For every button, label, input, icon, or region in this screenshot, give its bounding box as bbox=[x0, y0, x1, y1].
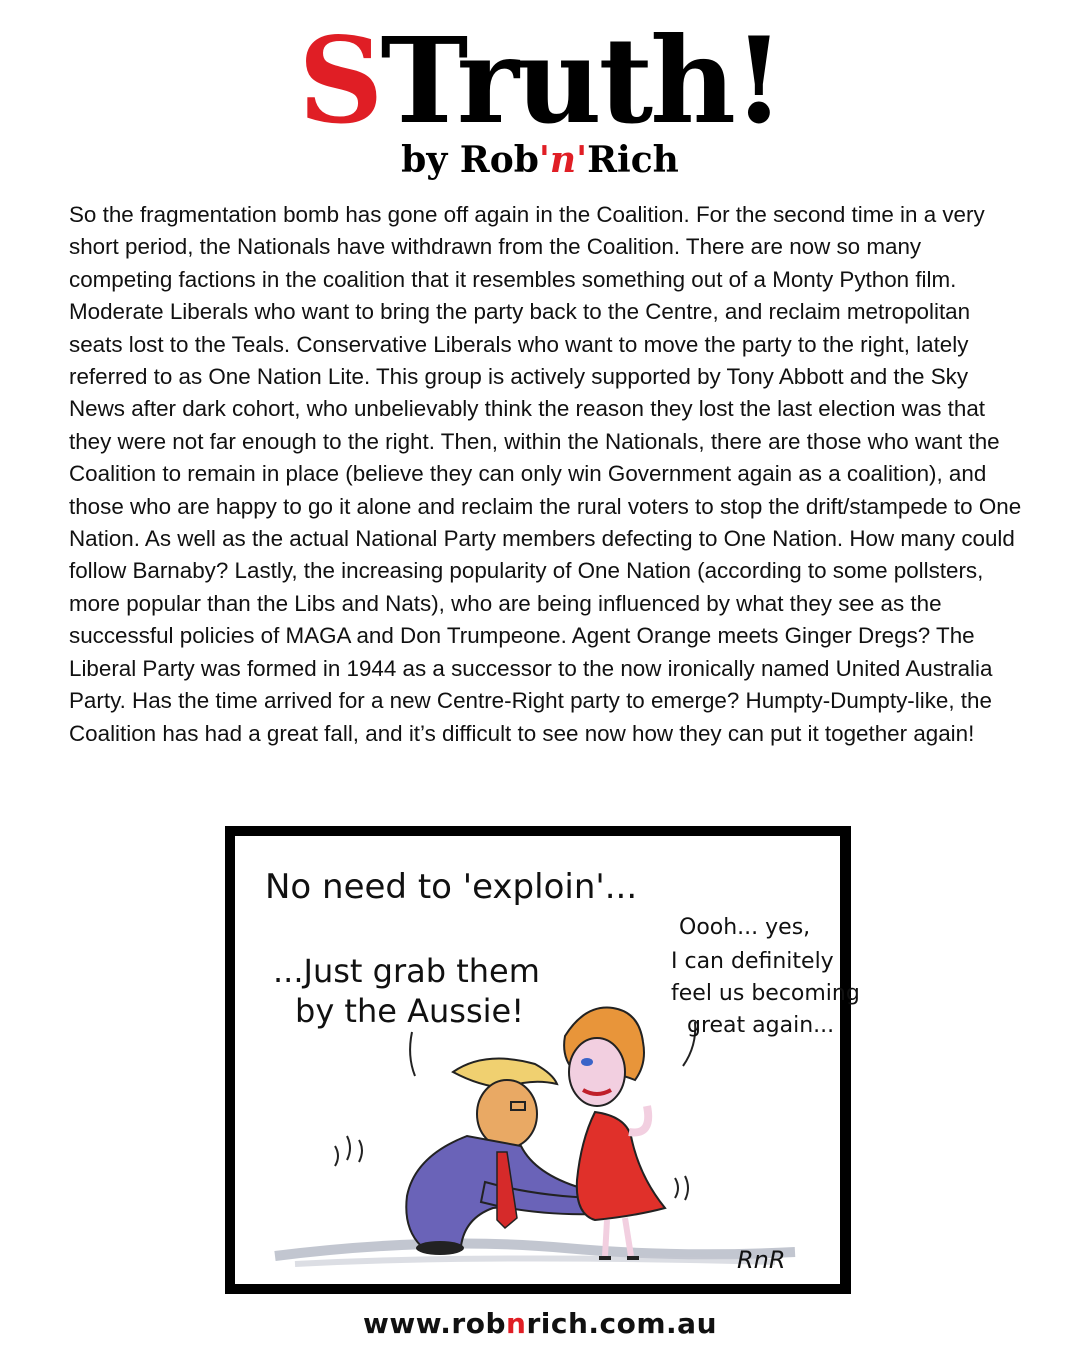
url-suffix: rich.com.au bbox=[526, 1307, 718, 1340]
logo-s: S bbox=[298, 11, 381, 150]
logo-title bbox=[0, 11, 1080, 150]
byline-prefix: by Rob bbox=[401, 139, 539, 181]
speech-left-line-1: ...Just grab them bbox=[273, 952, 540, 990]
speech-left-line-2: by the Aussie! bbox=[295, 992, 525, 1030]
byline-n: 'n' bbox=[538, 139, 588, 181]
speech-right-line-3: feel us becoming bbox=[671, 981, 860, 1006]
byline bbox=[0, 140, 1080, 180]
cartoon-frame bbox=[225, 826, 860, 1294]
speech-right-line-2: I can definitely bbox=[671, 949, 834, 974]
speech-right-line-4: great again... bbox=[687, 1013, 835, 1038]
article-body bbox=[69, 199, 1029, 750]
url-prefix: www.rob bbox=[362, 1307, 507, 1340]
woman-figure-icon bbox=[564, 1008, 665, 1258]
logo-rest: Truth! bbox=[380, 11, 782, 150]
cartoon-caption: No need to 'exploin'... bbox=[265, 867, 638, 907]
cartoon-drawing bbox=[235, 836, 860, 1284]
url-n: n bbox=[506, 1307, 527, 1340]
masthead bbox=[0, 11, 1080, 181]
cartoon-panel bbox=[235, 836, 860, 1284]
speech-right-line-1: Oooh... yes, bbox=[679, 915, 811, 940]
byline-suffix: Rich bbox=[587, 139, 679, 181]
article-paragraph: So the fragmentation bomb has gone off again in the Coalition. For the second time in a very short period, the Nationals have withdrawn from the Coalition. There are now so many competing factions in the coalition that it resembles something out of a Monty Python film. Moderate Liberals who want to bring the party back to the Centre, and reclaim metropolitan seats lost to the Teals. Conservative Liberals who want to move the party to the right, lately referred to as One Nation Lite. This group is actively supported by Tony Abbott and the Sky News after dark cohort, who unbelievably think the reason they lost the last election was that they were not far enough to the right. Then, within the Nationals, there are those who want the Coalition to remain in place (believe they can only win Government again as a coalition), and those who are happy to go it alone and reclaim the rural voters to stop the drift/stampede to One Nation. As well as the actual National Party members defecting to One Nation. How many could follow Barnaby? Lastly, the increasing popularity of One Nation (according to some pollsters, more popular than the Libs and Nats), who are being influenced by what they see as the successful policies of MAGA and Don Trumpeone. Agent Orange meets Ginger Dregs? The Liberal Party was formed in 1944 as a successor to the now ironically named United Australia Party. Has the time arrived for a new Centre-Right party to emerge? Humpty-Dumpty-like, the Coalition has had a great fall, and it’s difficult to see now how they can put it together again! bbox=[69, 202, 1022, 746]
website-link[interactable] bbox=[0, 1306, 1080, 1342]
artist-signature: RnR bbox=[737, 1246, 786, 1274]
